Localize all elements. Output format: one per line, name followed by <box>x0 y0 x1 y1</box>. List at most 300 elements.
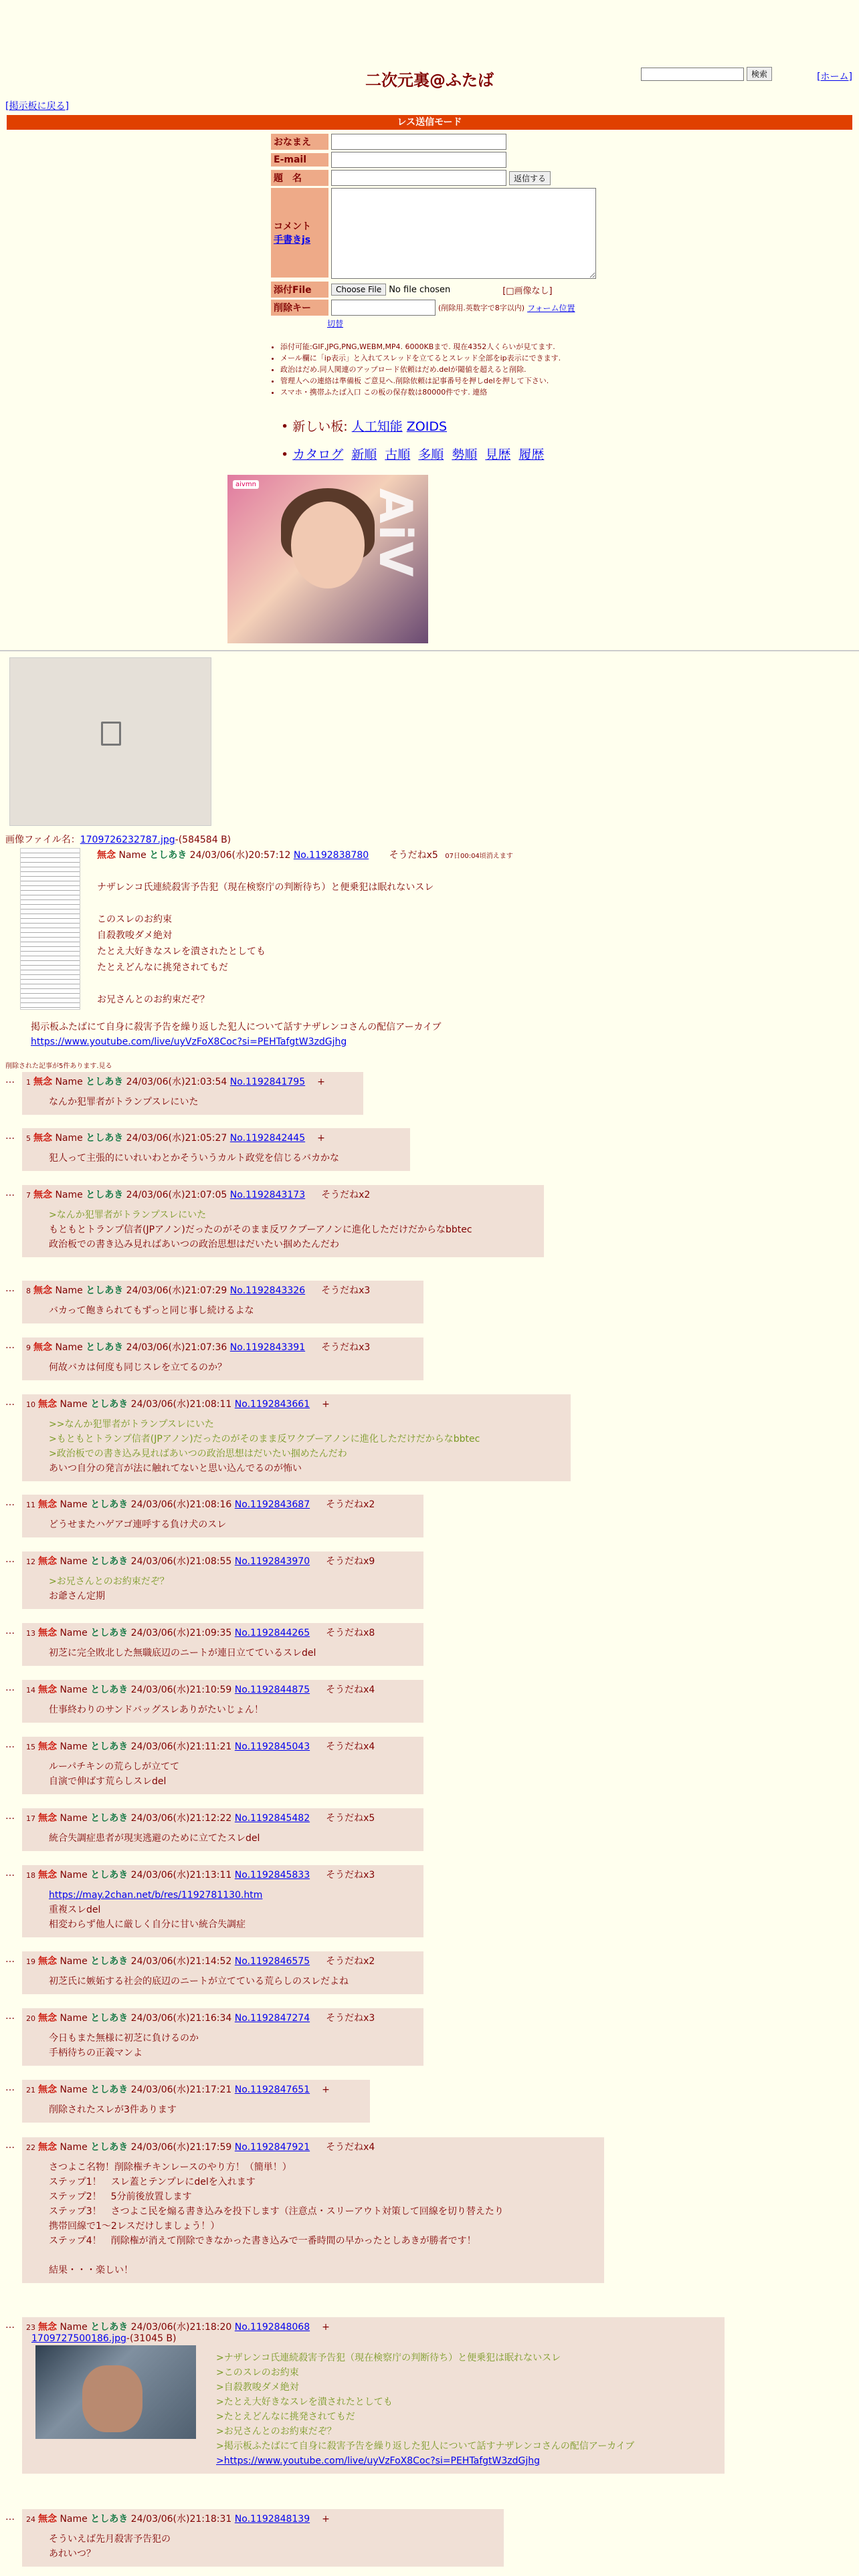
reply-number-index: 1 <box>26 1078 31 1087</box>
reply-body <box>22 1201 544 1257</box>
reply-subject: 無念 <box>38 1399 57 1410</box>
reply-number-index: 18 <box>26 1871 35 1880</box>
reply-meta <box>22 2317 725 2333</box>
reply-number-index: 20 <box>26 2014 35 2023</box>
reply-name-prefix: Name <box>57 1813 91 1824</box>
banner-logo: aivmn <box>233 480 259 489</box>
reply-meta <box>22 1680 423 1696</box>
reply-datetime: 24/03/06(水)21:03:54 <box>126 1077 227 1087</box>
reply-meta <box>22 1808 423 1824</box>
reply-body <box>22 2525 504 2567</box>
reply-name: としあき <box>90 1685 128 1695</box>
submit-button[interactable]: 返信する <box>509 171 551 185</box>
reply-post <box>22 1623 423 1666</box>
reply-body <box>22 1967 423 1994</box>
reply-subject: 無念 <box>38 1956 57 1967</box>
soudane-button[interactable]: + <box>317 1133 325 1144</box>
reply-dots: … <box>5 1075 15 1085</box>
reply-post-number[interactable]: No.1192844265 <box>234 1628 310 1638</box>
reply-datetime: 24/03/06(水)21:05:27 <box>126 1133 227 1144</box>
reply-datetime: 24/03/06(水)21:07:29 <box>126 1285 227 1296</box>
reply-datetime: 24/03/06(水)21:18:31 <box>130 2514 232 2525</box>
reply-datetime: 24/03/06(水)21:16:34 <box>130 2013 232 2024</box>
search-box <box>641 67 772 81</box>
reply-dots: … <box>5 2320 15 2331</box>
reply-name: としあき <box>90 2514 128 2525</box>
board-rules <box>271 341 619 398</box>
reply-name: としあき <box>90 1556 128 1567</box>
nav-old[interactable]: 古順 <box>385 447 411 462</box>
reply-dots: … <box>5 1626 15 1636</box>
nav-new[interactable]: 新順 <box>351 447 377 462</box>
reply-file-link[interactable]: 1709727500186.jpg <box>31 2333 126 2344</box>
op-file-link[interactable]: 1709726232787.jpg <box>80 835 175 845</box>
quote-line: >政治板での書き込み見ればあいつの政治思想はだいたい掴めたんだわ <box>49 1448 347 1459</box>
soudane-button[interactable]: そうだねx3 <box>321 1285 371 1296</box>
op-expire: 07日00:04頃消えます <box>445 853 513 860</box>
reply-post <box>22 1185 544 1257</box>
no-image-checkbox[interactable]: [□画像なし] <box>502 286 553 296</box>
op-line: お兄さんとのお約束だぞ？ <box>97 994 209 1005</box>
reply-name: としあき <box>90 1870 128 1881</box>
new-board-label: 新しい板: <box>292 419 348 434</box>
reply-post <box>22 2317 725 2474</box>
new-board-link-zoids[interactable]: ZOIDS <box>406 419 448 434</box>
reply-number-index: 8 <box>26 1287 31 1295</box>
reply-post-number[interactable]: No.1192843687 <box>234 1499 310 1510</box>
nav-catalog[interactable]: カタログ <box>292 447 344 462</box>
search-button[interactable]: 検索 <box>747 67 772 81</box>
reply-line: ステップ4！ 削除権が消えて削除できなかった書き込みで一番時間の早かったとしあきが勝者です！ <box>49 2236 476 2246</box>
op-subject: 無念 <box>97 850 116 861</box>
reply-name: としあき <box>86 1077 124 1087</box>
reply-line: 結果・・・楽しい！ <box>49 2265 133 2276</box>
op-line: たとえ大好きなスレを潰されたとしても <box>97 946 266 957</box>
soudane-button[interactable]: そうだねx4 <box>326 2142 375 2153</box>
reply-line: 手柄待ちの正義マンよ <box>49 2048 142 2058</box>
reply-post <box>22 2137 604 2283</box>
reply-meta <box>22 1337 423 1354</box>
reply-post <box>22 1281 423 1323</box>
reply-name: としあき <box>86 1285 124 1296</box>
reply-datetime: 24/03/06(水)21:10:59 <box>130 1685 232 1695</box>
subject-input[interactable] <box>331 170 506 186</box>
reply-number-index: 7 <box>26 1191 31 1200</box>
reply-line: 今日もまた無様に初芝に負けるのか <box>49 2033 199 2044</box>
reply-subject: 無念 <box>38 1499 57 1510</box>
home-link[interactable]: [ホーム] <box>817 72 852 82</box>
soudane-button[interactable]: そうだねx2 <box>326 1499 375 1510</box>
reply-body <box>22 1511 423 1537</box>
reply-number-index: 17 <box>26 1814 35 1823</box>
soudane-button[interactable]: そうだねx4 <box>326 1685 375 1695</box>
reply-meta <box>22 1623 423 1639</box>
reply-dots: … <box>5 1811 15 1822</box>
op-meta <box>97 848 513 861</box>
reply-name-prefix: Name <box>52 1133 86 1144</box>
rule-item: • メール欄に「ip表示」と入れてスレッドを立てるとスレッド全部をip表示にできます. <box>280 352 619 364</box>
reply-dots: … <box>5 2082 15 2093</box>
reply-post-number[interactable]: No.1192847274 <box>234 2013 310 2024</box>
banner-ai-text: AiV <box>369 488 421 578</box>
reply-post-number[interactable]: No.1192847651 <box>234 2084 310 2095</box>
op-tail-text: 掲示板ふたばにて自身に殺害予告を繰り返した犯人について話すナザレンコさんの配信アーカイブ <box>31 1022 442 1033</box>
reply-name: としあき <box>90 1956 128 1967</box>
reply-body <box>22 1639 423 1666</box>
soudane-button[interactable]: そうだねx3 <box>326 2013 375 2024</box>
reply-post <box>22 1951 423 1994</box>
delkey-label: 削除キー <box>271 300 328 316</box>
reply-line: 携帯回線で1～2レスだけしましょう！） <box>49 2221 220 2232</box>
reply-form <box>271 134 619 329</box>
reply-datetime: 24/03/06(水)21:11:21 <box>130 1741 232 1752</box>
reply-body <box>22 2096 370 2123</box>
reply-name: としあき <box>90 1813 128 1824</box>
op-image-placeholder[interactable] <box>9 657 211 826</box>
reply-mode-bar: レス送信モード <box>7 115 852 130</box>
reply-post <box>22 2008 423 2066</box>
reply-datetime: 24/03/06(水)21:09:35 <box>130 1628 232 1638</box>
reply-name-prefix: Name <box>52 1077 86 1087</box>
reply-number-index: 11 <box>26 1501 35 1509</box>
op-title-line: ナザレンコ氏連続殺害予告犯（現在検察庁の判断待ち）と便乗犯は眠れないスレ <box>97 882 434 893</box>
reply-name: としあき <box>86 1190 124 1200</box>
quote-line: >なんか犯罪者がトランプスレにいた <box>49 1210 207 1220</box>
reply-post <box>22 1394 571 1481</box>
reply-number-index: 24 <box>26 2515 35 2524</box>
reply-meta <box>22 1951 423 1967</box>
soudane-button[interactable]: + <box>322 2322 330 2333</box>
quote-line: >ナザレンコ氏連続殺害予告犯（現在検察庁の判断待ち）と便乗犯は眠れないスレ <box>216 2353 561 2363</box>
reply-number-index: 19 <box>26 1957 35 1966</box>
quote-line: >たとえ大好きなスレを潰されたとしても <box>216 2397 393 2407</box>
reply-post-number[interactable]: No.1192846575 <box>234 1956 310 1967</box>
reply-datetime: 24/03/06(水)21:08:55 <box>130 1556 232 1567</box>
op-file-size: -(584584 B) <box>175 835 231 845</box>
reply-name-prefix: Name <box>57 1741 91 1752</box>
reply-name-prefix: Name <box>57 2322 91 2333</box>
reply-meta <box>22 2008 423 2024</box>
reply-post <box>22 1865 423 1937</box>
soudane-button[interactable]: そうだねx9 <box>326 1556 375 1567</box>
comment-label-text: コメント <box>274 221 311 232</box>
op-soudane[interactable]: そうだねx5 <box>389 850 438 861</box>
quote-line: >掲示板ふたばにて自身に殺害予告を繰り返した犯人について話すナザレンコさんの配信アーカイブ <box>216 2441 635 2452</box>
nav-momentum[interactable]: 勢順 <box>452 447 478 462</box>
board-title: 二次元裏@ふたば <box>365 71 494 90</box>
soudane-button[interactable]: + <box>322 1399 330 1410</box>
reply-line: 初芝氏に嫉妬する社会的底辺のニートが立てている荒らしのスレだよね <box>49 1976 349 1987</box>
reply-dots: … <box>5 2512 15 2523</box>
subject-label: 題 名 <box>271 170 328 186</box>
reply-post-number[interactable]: No.1192841795 <box>229 1077 306 1087</box>
reply-meta <box>22 1072 363 1088</box>
reply-meta <box>22 1737 423 1753</box>
soudane-button[interactable]: そうだねx3 <box>326 1870 375 1881</box>
reply-name-prefix: Name <box>57 1556 91 1567</box>
reply-post-number[interactable]: No.1192845043 <box>234 1741 310 1752</box>
reply-meta <box>22 1185 544 1201</box>
reply-number-index: 14 <box>26 1686 35 1695</box>
reply-name-prefix: Name <box>57 1399 91 1410</box>
reply-meta <box>22 1394 571 1410</box>
reply-name: としあき <box>86 1342 124 1353</box>
reply-number-index: 22 <box>26 2143 35 2152</box>
reply-datetime: 24/03/06(水)21:07:05 <box>126 1190 227 1200</box>
soudane-button[interactable]: + <box>317 1077 325 1087</box>
reply-subject: 無念 <box>33 1285 52 1296</box>
reply-name: としあき <box>90 2142 128 2153</box>
reply-line: そういえば先月殺害予告犯の <box>49 2534 171 2545</box>
reply-post-number[interactable]: No.1192843173 <box>229 1190 306 1200</box>
reply-datetime: 24/03/06(水)21:17:21 <box>130 2084 232 2095</box>
soudane-button[interactable]: そうだねx5 <box>326 1813 375 1824</box>
reply-meta <box>22 1551 423 1568</box>
reply-meta <box>22 2080 370 2096</box>
reply-datetime: 24/03/06(水)21:08:16 <box>130 1499 232 1510</box>
new-board-line: • 新しい板: 人工知能 ZOIDS <box>281 419 448 434</box>
quote-line: >>なんか犯罪者がトランプスレにいた <box>49 1419 214 1430</box>
rule-item: • 政治はだめ.同人関連のアップロード依頼はだめ.delが閾値を超えると削除. <box>280 364 619 375</box>
quote-line: >お兄さんとのお約束だぞ？ <box>216 2426 337 2437</box>
reply-subject: 無念 <box>38 1813 57 1824</box>
comment-textarea[interactable] <box>331 188 596 279</box>
reply-line: ステップ2！ 5分前後放置します <box>49 2191 192 2202</box>
soudane-button[interactable]: そうだねx4 <box>326 1741 375 1752</box>
reply-subject: 無念 <box>38 2514 57 2525</box>
reply-name-prefix: Name <box>57 1956 91 1967</box>
reply-link[interactable]: https://may.2chan.net/b/res/1192781130.htm <box>49 1890 263 1901</box>
oekaki-link[interactable]: 手書きjs <box>274 235 311 245</box>
reply-name: としあき <box>90 2013 128 2024</box>
reply-body <box>22 2153 604 2283</box>
reply-body <box>22 1881 423 1937</box>
reply-name-prefix: Name <box>52 1342 86 1353</box>
quote-line: >自殺教唆ダメ絶対 <box>216 2382 299 2393</box>
new-board-link-ai[interactable]: 人工知能 <box>351 419 403 434</box>
nav-many[interactable]: 多順 <box>418 447 444 462</box>
soudane-button[interactable]: そうだねx3 <box>321 1342 371 1353</box>
soudane-button[interactable]: そうだねx8 <box>326 1628 375 1638</box>
soudane-button[interactable]: そうだねx2 <box>326 1956 375 1967</box>
reply-name: としあき <box>90 1499 128 1510</box>
reply-number-index: 13 <box>26 1629 35 1638</box>
reply-subject: 無念 <box>33 1077 52 1087</box>
reply-post-number[interactable]: No.1192845482 <box>234 1813 310 1824</box>
soudane-button[interactable]: + <box>322 2514 330 2525</box>
reply-dots: … <box>5 1868 15 1879</box>
choose-file-button[interactable]: Choose File <box>331 284 386 296</box>
reply-name: としあき <box>86 1133 124 1144</box>
reply-subject: 無念 <box>33 1342 52 1353</box>
reply-subject: 無念 <box>38 2322 57 2333</box>
reply-number-index: 15 <box>26 1743 35 1751</box>
reply-name-prefix: Name <box>57 2084 91 2095</box>
reply-link[interactable]: >https://www.youtube.com/live/uyVzFoX8Coc?si=PEHTafgtW3zdGjhg <box>216 2456 540 2466</box>
divider <box>0 650 859 651</box>
reply-name: としあき <box>90 1741 128 1752</box>
reply-post-number[interactable]: No.1192843970 <box>234 1556 310 1567</box>
reply-dots: … <box>5 1954 15 1965</box>
deleted-note[interactable]: 削除された記事が5件あります.見る <box>5 1063 112 1070</box>
reply-dots: … <box>5 1554 15 1565</box>
reply-post <box>22 1808 423 1851</box>
reply-body <box>22 2024 423 2066</box>
email-label: E-mail <box>271 153 328 167</box>
reply-line: 仕事終わりのサンドバッグスレありがたいじょん！ <box>49 1705 264 1715</box>
reply-dots: … <box>5 1683 15 1693</box>
reply-name: としあき <box>90 1628 128 1638</box>
search-input[interactable] <box>641 68 744 81</box>
op-line: 自殺教唆ダメ絶対 <box>97 930 172 941</box>
reply-subject: 無念 <box>38 1628 57 1638</box>
op-youtube-link[interactable]: https://www.youtube.com/live/uyVzFoX8Coc?si=PEHTafgtW3zdGjhg <box>31 1037 347 1047</box>
reply-dots: … <box>5 1739 15 1750</box>
rule-item: • 管理人への連絡は準備板 ご意見へ.削除依頼は記事番号を押しdelを押して下さい. <box>280 375 619 387</box>
reply-subject: 無念 <box>38 2142 57 2153</box>
reply-line: あれいつ？ <box>49 2549 96 2559</box>
reply-datetime: 24/03/06(水)21:18:20 <box>130 2322 232 2333</box>
reply-datetime: 24/03/06(水)21:17:59 <box>130 2142 232 2153</box>
reply-body <box>22 1297 423 1323</box>
reply-subject: 無念 <box>33 1190 52 1200</box>
reply-line: もともとトランプ信者(JPアノン)だったのがそのまま反ワクブーアノンに進化しただけだからなbbtec <box>49 1224 472 1235</box>
reply-meta <box>22 1865 423 1881</box>
no-file-text: No file chosen <box>389 284 451 295</box>
reply-post <box>22 2080 370 2123</box>
reply-name-prefix: Name <box>57 1870 91 1881</box>
reply-body <box>22 1410 571 1481</box>
op-line: このスレのお約束 <box>97 914 172 925</box>
reply-line: 相変わらず他人に厳しく自分に甘い統合失調症 <box>49 1919 246 1930</box>
reply-post <box>22 1737 423 1794</box>
reply-post <box>22 1680 423 1723</box>
reply-body <box>22 1088 363 1115</box>
reply-line: なんか犯罪者がトランプスレにいた <box>49 1097 199 1107</box>
reply-line: 重複スレdel <box>49 1905 101 1915</box>
reply-line: さつよこ名物！削除権チキンレースのやり方！（簡単！） <box>49 2162 292 2173</box>
reply-line: 何故バカは何度も同じスレを立てるのか？ <box>49 1362 227 1373</box>
reply-post <box>22 1337 423 1380</box>
reply-datetime: 24/03/06(水)21:13:11 <box>130 1870 232 1881</box>
op-number[interactable]: No.1192838780 <box>293 850 369 861</box>
soudane-button[interactable]: + <box>322 2084 330 2095</box>
document-icon <box>101 722 121 746</box>
reply-line <box>49 2248 604 2263</box>
reply-image[interactable] <box>35 2345 196 2439</box>
reply-file-info <box>22 2333 725 2344</box>
reply-post-number[interactable]: No.1192843391 <box>229 1342 306 1353</box>
reply-post-number[interactable]: No.1192844875 <box>234 1685 310 1695</box>
email-input[interactable] <box>331 152 506 168</box>
reply-meta <box>22 1281 423 1297</box>
reply-body <box>22 1354 423 1380</box>
reply-line: ルーパチキンの荒らしが立てて <box>49 1761 180 1772</box>
reply-post-number[interactable]: No.1192845833 <box>234 1870 310 1881</box>
op-thumbnail[interactable] <box>20 848 80 1010</box>
reply-post-number[interactable]: No.1192843326 <box>229 1285 306 1296</box>
ad-banner[interactable] <box>227 475 428 643</box>
reply-line: 犯人って主張的にいれいわとかそういうカルト政党を信じるバカかな <box>49 1153 339 1164</box>
op-text <box>97 873 434 1008</box>
reply-post-number[interactable]: No.1192848068 <box>234 2322 310 2333</box>
rule-item: • 添付可能:GIF,JPG,PNG,WEBM,MP4. 6000KBまで. 現在4352人くらいが見てます. <box>280 341 619 352</box>
reply-number-index: 23 <box>26 2323 35 2332</box>
reply-post-number[interactable]: No.1192848139 <box>234 2514 310 2525</box>
op-datetime: 24/03/06(水)20:57:12 <box>189 850 291 861</box>
reply-name-prefix: Name <box>57 1628 91 1638</box>
reply-post-number[interactable]: No.1192843661 <box>234 1399 310 1410</box>
reply-subject: 無念 <box>38 1741 57 1752</box>
switch-link[interactable]: 切替 <box>327 319 344 328</box>
reply-line: お爺さん定期 <box>49 1591 105 1602</box>
reply-datetime: 24/03/06(水)21:14:52 <box>130 1956 232 1967</box>
reply-dots: … <box>5 2140 15 2151</box>
comment-label <box>271 188 328 278</box>
reply-name-prefix: Name <box>52 1190 86 1200</box>
reply-line: どうせまたハゲアゴ連呼する負け犬のスレ <box>49 1519 227 1530</box>
reply-number-index: 21 <box>26 2086 35 2095</box>
op-line: たとえどんなに挑発されてもだ <box>97 962 228 973</box>
reply-line: バカって飽きられてもずっと同じ事し続けるよな <box>49 1305 254 1316</box>
reply-datetime: 24/03/06(水)21:08:11 <box>130 1399 232 1410</box>
reply-post <box>22 1551 423 1609</box>
reply-name-prefix: Name <box>57 2013 91 2024</box>
name-label: おなまえ <box>271 134 328 150</box>
board-nav: • カタログ 新順 古順 多順 勢順 見歴 履歴 <box>281 447 545 462</box>
op-file-info <box>5 833 231 846</box>
delkey-input[interactable] <box>331 300 436 316</box>
reply-post-number[interactable]: No.1192847921 <box>234 2142 310 2153</box>
reply-line: 自演で伸ばす荒らしスレdel <box>49 1776 167 1787</box>
reply-datetime: 24/03/06(水)21:12:22 <box>130 1813 232 1824</box>
reply-line: ステップ1！ スレ蓋とテンプレにdelを入れます <box>49 2177 256 2187</box>
banner-face <box>291 502 365 588</box>
soudane-button[interactable]: そうだねx2 <box>321 1190 371 1200</box>
nav-viewed[interactable]: 見歴 <box>485 447 511 462</box>
reply-number-index: 9 <box>26 1344 31 1352</box>
file-label-text: 画像ファイル名： <box>5 835 80 845</box>
reply-subject: 無念 <box>38 1685 57 1695</box>
reply-post <box>22 1072 363 1115</box>
reply-dots: … <box>5 1283 15 1294</box>
reply-name-prefix: Name <box>57 1499 91 1510</box>
reply-datetime: 24/03/06(水)21:07:36 <box>126 1342 227 1353</box>
reply-body <box>22 1824 423 1851</box>
reply-post-number[interactable]: No.1192842445 <box>229 1133 306 1144</box>
op-tail <box>31 1020 442 1049</box>
quote-line: >お兄さんとのお約束だぞ？ <box>49 1576 169 1587</box>
reply-line: 統合失調症患者が現実逃避のために立てたスレdel <box>49 1833 260 1844</box>
image-face <box>82 2365 142 2432</box>
reply-line: 削除されたスレが3件あります <box>49 2105 177 2115</box>
reply-line: ステップ3！ さつよこ民を煽る書き込みを投下します（注意点・スリーアウト対策して回線を切り替えたり <box>49 2206 504 2217</box>
reply-dots: … <box>5 1340 15 1351</box>
reply-number-index: 5 <box>26 1134 31 1143</box>
quote-line: >たとえどんなに挑発されてもだ <box>216 2411 355 2422</box>
reply-dots: … <box>5 1397 15 1408</box>
reply-body <box>22 1568 423 1609</box>
form-position-link[interactable]: フォーム位置 <box>527 303 575 313</box>
reply-body <box>22 1696 423 1723</box>
name-input[interactable] <box>331 134 506 150</box>
quote-line: >このスレのお約束 <box>216 2367 299 2378</box>
reply-line: 初芝に完全敗北した無職底辺のニートが連日立てているスレdel <box>49 1648 316 1658</box>
nav-history[interactable]: 履歴 <box>518 447 545 462</box>
quote-line: >もともとトランプ信者(JPアノン)だったのがそのまま反ワクブーアノンに進化しただけだからなbbtec <box>49 1434 480 1444</box>
reply-meta <box>22 2509 504 2525</box>
back-to-board-link[interactable]: [掲示板に戻る] <box>5 101 69 112</box>
